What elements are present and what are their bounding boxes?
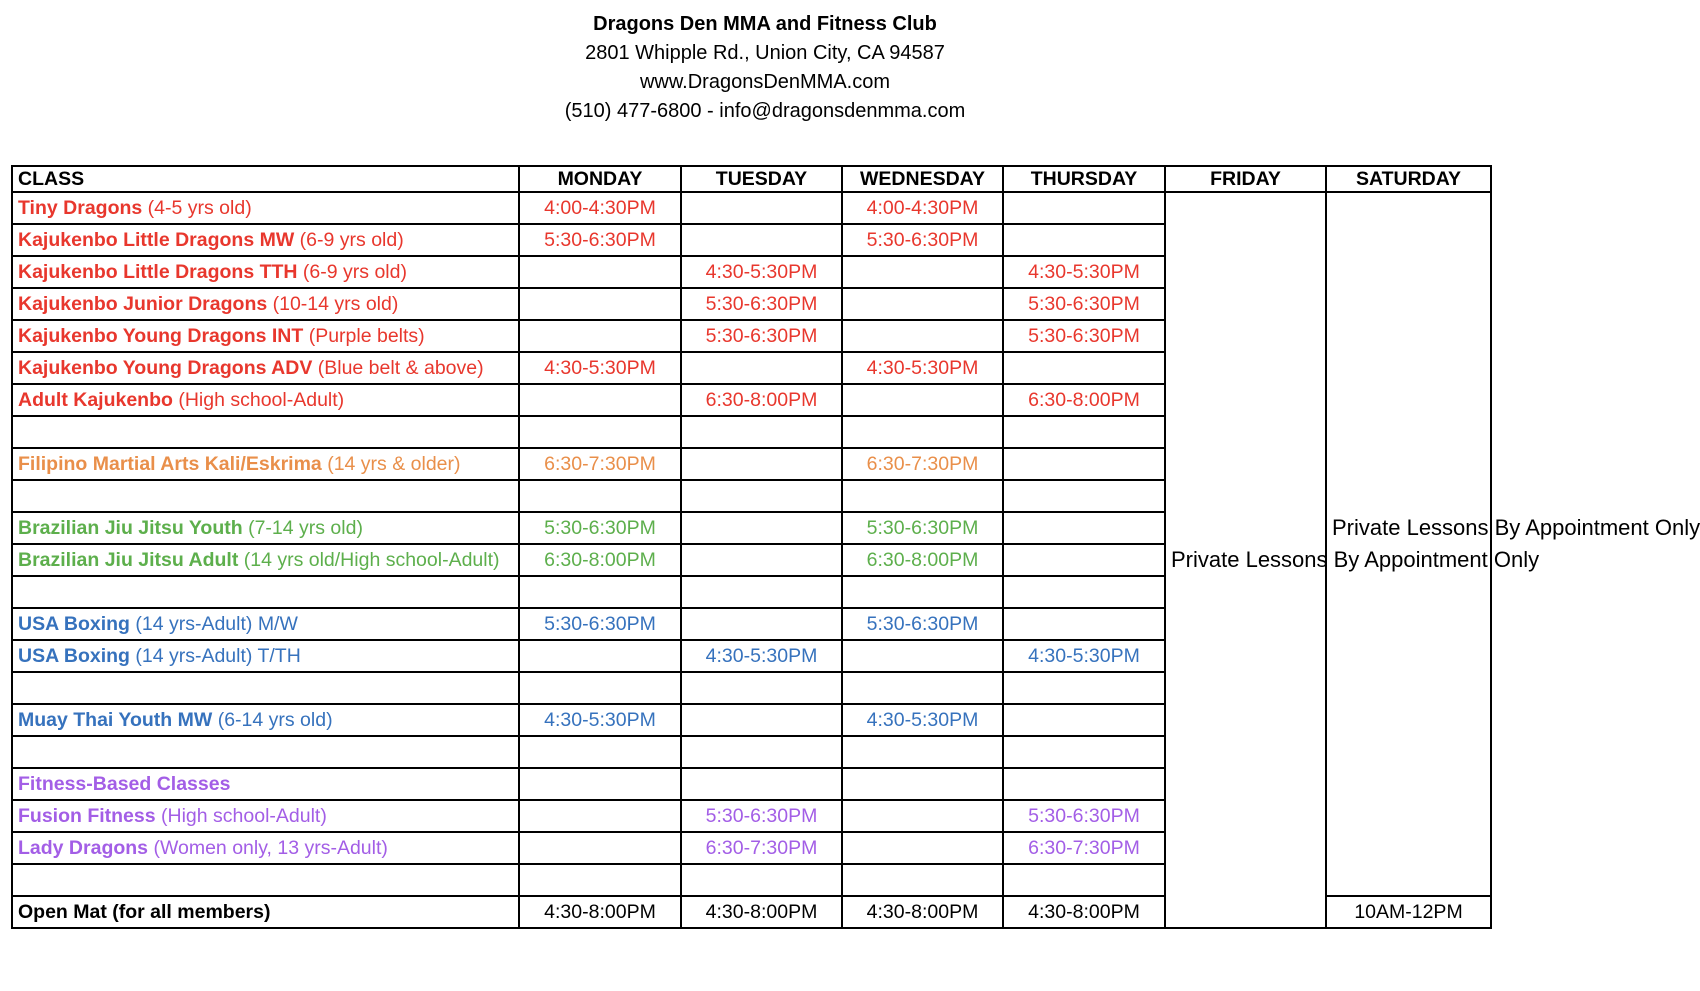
class-name-cell bbox=[12, 192, 519, 224]
class-name-cell bbox=[12, 576, 519, 608]
time-cell-wed: 4:30-5:30PM bbox=[842, 352, 1003, 384]
class-name: Adult Kajukenbo bbox=[18, 388, 173, 411]
time-cell-tue bbox=[681, 448, 842, 480]
time-cell-wed bbox=[842, 480, 1003, 512]
time-cell-mon bbox=[519, 736, 681, 768]
time-cell-tue bbox=[681, 672, 842, 704]
column-header-monday: MONDAY bbox=[519, 166, 681, 192]
class-name: Kajukenbo Little Dragons MW bbox=[18, 228, 295, 251]
time-cell-mon: 6:30-7:30PM bbox=[519, 448, 681, 480]
column-header-wednesday: WEDNESDAY bbox=[842, 166, 1003, 192]
class-detail: (Women only, 13 yrs-Adult) bbox=[148, 836, 388, 859]
class-detail: (High school-Adult) bbox=[172, 388, 345, 411]
time-cell-thu bbox=[1003, 192, 1165, 224]
time-cell-mon: 4:30-5:30PM bbox=[519, 352, 681, 384]
class-name: Kajukenbo Little Dragons TTH bbox=[18, 260, 298, 283]
time-cell-wed bbox=[842, 384, 1003, 416]
time-cell-mon bbox=[519, 384, 681, 416]
time-cell-wed bbox=[842, 288, 1003, 320]
class-name-cell bbox=[12, 800, 519, 832]
time-cell-mon: 6:30-8:00PM bbox=[519, 544, 681, 576]
time-cell-thu bbox=[1003, 608, 1165, 640]
time-cell-thu bbox=[1003, 704, 1165, 736]
header bbox=[0, 10, 1530, 126]
time-cell-thu bbox=[1003, 416, 1165, 448]
class-name: Fitness-Based Classes bbox=[18, 772, 231, 795]
class-name-cell bbox=[12, 224, 519, 256]
club-contact: (510) 477-6800 - info@dragonsdenmma.com bbox=[564, 100, 966, 122]
open-mat-time-thu: 4:30-8:00PM bbox=[1003, 896, 1165, 928]
table-row bbox=[12, 192, 1491, 224]
time-cell-thu bbox=[1003, 448, 1165, 480]
time-cell-mon: 5:30-6:30PM bbox=[519, 512, 681, 544]
time-cell-wed: 5:30-6:30PM bbox=[842, 608, 1003, 640]
class-name-cell bbox=[12, 416, 519, 448]
class-name-cell bbox=[12, 288, 519, 320]
time-cell-tue bbox=[681, 512, 842, 544]
class-detail: (6-9 yrs old) bbox=[297, 260, 407, 283]
class-name-cell bbox=[12, 256, 519, 288]
open-mat-time-mon: 4:30-8:00PM bbox=[519, 896, 681, 928]
class-name-cell bbox=[12, 832, 519, 864]
time-cell-tue: 6:30-7:30PM bbox=[681, 832, 842, 864]
class-name-cell bbox=[12, 384, 519, 416]
club-address: 2801 Whipple Rd., Union City, CA 94587 bbox=[585, 42, 945, 64]
time-cell-wed: 4:30-5:30PM bbox=[842, 704, 1003, 736]
column-header-saturday: SATURDAY bbox=[1326, 166, 1491, 192]
time-cell-thu bbox=[1003, 768, 1165, 800]
time-cell-mon bbox=[519, 320, 681, 352]
time-cell-wed bbox=[842, 768, 1003, 800]
class-detail: (10-14 yrs old) bbox=[267, 292, 399, 315]
time-cell-wed bbox=[842, 416, 1003, 448]
time-cell-wed bbox=[842, 864, 1003, 896]
time-cell-wed bbox=[842, 576, 1003, 608]
class-name-cell bbox=[12, 448, 519, 480]
class-schedule-table bbox=[11, 165, 1700, 929]
class-name: Fusion Fitness bbox=[18, 804, 156, 827]
class-detail: (Blue belt & above) bbox=[312, 356, 484, 379]
time-cell-tue bbox=[681, 736, 842, 768]
time-cell-wed: 6:30-8:00PM bbox=[842, 544, 1003, 576]
class-name: Kajukenbo Junior Dragons bbox=[18, 292, 268, 315]
time-cell-wed bbox=[842, 640, 1003, 672]
time-cell-thu bbox=[1003, 512, 1165, 544]
time-cell-wed bbox=[842, 832, 1003, 864]
time-cell-tue bbox=[681, 544, 842, 576]
club-website[interactable]: www.DragonsDenMMA.com bbox=[639, 71, 891, 93]
class-name-cell bbox=[12, 480, 519, 512]
class-detail: (6-9 yrs old) bbox=[294, 228, 404, 251]
time-cell-thu bbox=[1003, 544, 1165, 576]
time-cell-tue bbox=[681, 864, 842, 896]
class-detail: (14 yrs old/High school-Adult) bbox=[238, 548, 500, 571]
class-name: Tiny Dragons bbox=[18, 196, 143, 219]
class-detail: (14 yrs-Adult) M/W bbox=[129, 612, 298, 635]
time-cell-mon bbox=[519, 480, 681, 512]
column-header-class: CLASS bbox=[12, 166, 519, 192]
time-cell-mon bbox=[519, 288, 681, 320]
class-name-cell bbox=[12, 768, 519, 800]
time-cell-wed bbox=[842, 256, 1003, 288]
time-cell-mon bbox=[519, 768, 681, 800]
time-cell-tue: 4:30-5:30PM bbox=[681, 640, 842, 672]
class-name-cell bbox=[12, 704, 519, 736]
class-name: Muay Thai Youth MW bbox=[18, 708, 213, 731]
class-name: Kajukenbo Young Dragons ADV bbox=[18, 356, 313, 379]
class-name-cell bbox=[12, 352, 519, 384]
time-cell-wed: 5:30-6:30PM bbox=[842, 224, 1003, 256]
class-name-cell bbox=[12, 512, 519, 544]
class-name: Brazilian Jiu Jitsu Youth bbox=[18, 516, 243, 539]
class-name-cell bbox=[12, 544, 519, 576]
time-cell-mon bbox=[519, 864, 681, 896]
time-cell-wed: 5:30-6:30PM bbox=[842, 512, 1003, 544]
time-cell-mon: 4:30-5:30PM bbox=[519, 704, 681, 736]
time-cell-wed bbox=[842, 672, 1003, 704]
header-row bbox=[12, 166, 1491, 192]
time-cell-mon bbox=[519, 800, 681, 832]
time-cell-mon bbox=[519, 640, 681, 672]
open-mat-time-sat: 10AM-12PM bbox=[1326, 896, 1491, 928]
friday-private-lessons: Private Lessons By Appointment Only bbox=[1165, 192, 1326, 928]
time-cell-tue bbox=[681, 768, 842, 800]
time-cell-thu bbox=[1003, 480, 1165, 512]
time-cell-tue bbox=[681, 416, 842, 448]
class-detail: (Purple belts) bbox=[303, 324, 425, 347]
time-cell-thu: 5:30-6:30PM bbox=[1003, 800, 1165, 832]
class-name-cell bbox=[12, 608, 519, 640]
time-cell-mon bbox=[519, 576, 681, 608]
time-cell-wed bbox=[842, 800, 1003, 832]
time-cell-mon bbox=[519, 672, 681, 704]
time-cell-wed bbox=[842, 320, 1003, 352]
club-title: Dragons Den MMA and Fitness Club bbox=[593, 13, 937, 35]
schedule-body bbox=[12, 192, 1700, 928]
open-mat-time-wed: 4:30-8:00PM bbox=[842, 896, 1003, 928]
class-detail: (14 yrs & older) bbox=[321, 452, 461, 475]
time-cell-mon: 5:30-6:30PM bbox=[519, 608, 681, 640]
time-cell-thu: 6:30-8:00PM bbox=[1003, 384, 1165, 416]
time-cell-tue: 5:30-6:30PM bbox=[681, 800, 842, 832]
time-cell-tue bbox=[681, 352, 842, 384]
time-cell-thu: 4:30-5:30PM bbox=[1003, 640, 1165, 672]
time-cell-wed: 4:00-4:30PM bbox=[842, 192, 1003, 224]
open-mat-label: Open Mat (for all members) bbox=[12, 896, 519, 928]
class-name-cell bbox=[12, 736, 519, 768]
column-header-thursday: THURSDAY bbox=[1003, 166, 1165, 192]
class-name-cell bbox=[12, 672, 519, 704]
time-cell-thu: 4:30-5:30PM bbox=[1003, 256, 1165, 288]
time-cell-thu bbox=[1003, 224, 1165, 256]
time-cell-mon bbox=[519, 416, 681, 448]
class-detail: (14 yrs-Adult) T/TH bbox=[129, 644, 301, 667]
time-cell-mon: 4:00-4:30PM bbox=[519, 192, 681, 224]
time-cell-thu bbox=[1003, 736, 1165, 768]
time-cell-mon bbox=[519, 832, 681, 864]
time-cell-mon: 5:30-6:30PM bbox=[519, 224, 681, 256]
time-cell-tue bbox=[681, 576, 842, 608]
time-cell-thu: 5:30-6:30PM bbox=[1003, 320, 1165, 352]
time-cell-thu bbox=[1003, 672, 1165, 704]
time-cell-mon bbox=[519, 256, 681, 288]
column-header-friday: FRIDAY bbox=[1165, 166, 1326, 192]
saturday-private-lessons: Private Lessons By Appointment Only bbox=[1326, 192, 1491, 896]
class-detail: (4-5 yrs old) bbox=[142, 196, 252, 219]
class-detail: (High school-Adult) bbox=[155, 804, 327, 827]
time-cell-tue bbox=[681, 192, 842, 224]
class-detail: (6-14 yrs old) bbox=[212, 708, 333, 731]
time-cell-tue: 6:30-8:00PM bbox=[681, 384, 842, 416]
time-cell-tue: 5:30-6:30PM bbox=[681, 320, 842, 352]
time-cell-thu: 5:30-6:30PM bbox=[1003, 288, 1165, 320]
column-header-tuesday: TUESDAY bbox=[681, 166, 842, 192]
time-cell-thu: 6:30-7:30PM bbox=[1003, 832, 1165, 864]
time-cell-tue: 4:30-5:30PM bbox=[681, 256, 842, 288]
time-cell-tue bbox=[681, 608, 842, 640]
class-name-cell bbox=[12, 640, 519, 672]
time-cell-thu bbox=[1003, 864, 1165, 896]
time-cell-tue bbox=[681, 224, 842, 256]
class-detail: (7-14 yrs old) bbox=[242, 516, 363, 539]
class-name-cell bbox=[12, 320, 519, 352]
time-cell-wed bbox=[842, 736, 1003, 768]
time-cell-tue: 5:30-6:30PM bbox=[681, 288, 842, 320]
time-cell-thu bbox=[1003, 352, 1165, 384]
class-name: Lady Dragons bbox=[18, 836, 149, 859]
class-name: USA Boxing bbox=[18, 644, 130, 667]
open-mat-time-tue: 4:30-8:00PM bbox=[681, 896, 842, 928]
class-name-cell bbox=[12, 864, 519, 896]
class-name: Filipino Martial Arts Kali/Eskrima bbox=[18, 452, 322, 475]
time-cell-tue bbox=[681, 704, 842, 736]
class-name: Kajukenbo Young Dragons INT bbox=[18, 324, 304, 347]
time-cell-tue bbox=[681, 480, 842, 512]
class-name: Brazilian Jiu Jitsu Adult bbox=[18, 548, 239, 571]
class-name: USA Boxing bbox=[18, 612, 130, 635]
time-cell-wed: 6:30-7:30PM bbox=[842, 448, 1003, 480]
time-cell-thu bbox=[1003, 576, 1165, 608]
